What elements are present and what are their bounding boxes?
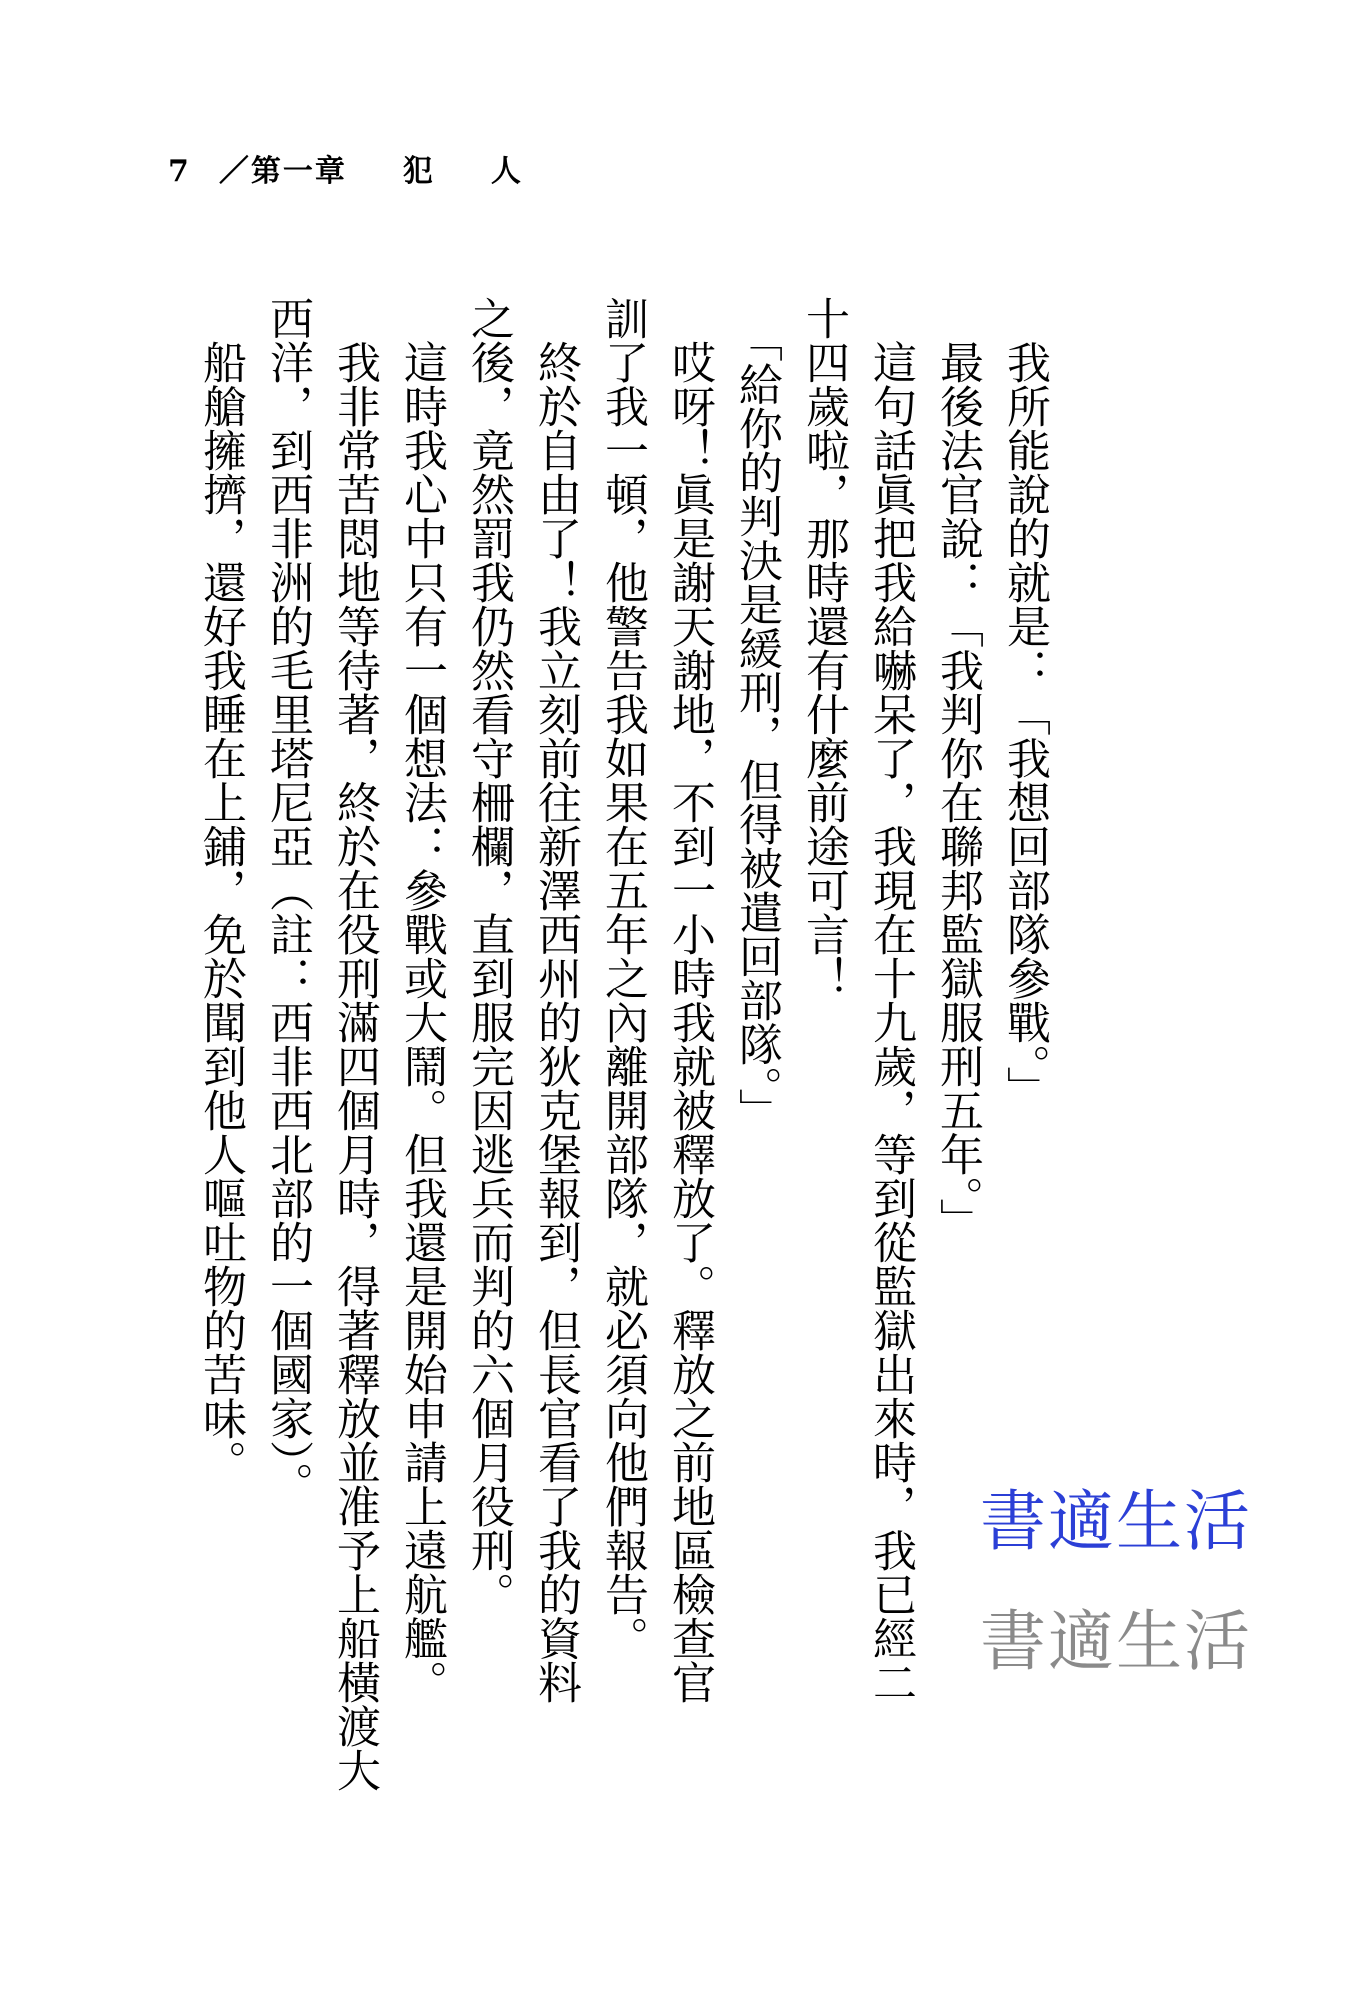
text-column: 終於自由了！我立刻前往新澤西州的狄克堡報到，但長官看了我的資料 [530,296,581,1704]
text-column: 「給你的判決是緩刑，但得被遣回部隊。」 [731,296,782,1132]
watermark-blue: 書適生活 [980,1483,1252,1560]
watermark-gray: 書適生活 [980,1603,1252,1680]
text-column: 之後，竟然罰我仍然看守柵欄，直到服完因逃兵而判的六個月役刑。 [463,296,514,1616]
text-column: 我非常苦悶地等待著，終於在役刑滿四個月時，得著釋放並准予上船橫渡大 [329,296,380,1792]
text-column: 十四歲啦，那時還有什麼前途可言！ [798,296,849,1000]
text-column: 訓了我一頓，他警告我如果在五年之內離開部隊，就必須向他們報告。 [597,296,648,1660]
text-column: 這時我心中只有一個想法：參戰或大鬧。但我還是開始申請上遠航艦。 [396,296,447,1704]
chapter-label: 第一章 [250,154,347,189]
text-column: 我所能說的就是：「我想回部隊參戰。」 [999,296,1050,1110]
page-number: 7 [168,154,191,189]
running-header [168,146,523,190]
text-column: 西洋，到西非洲的毛里塔尼亞（註：西非西北部的一個國家）。 [262,296,313,1506]
text-column: 哎呀！眞是謝天謝地，不到一小時我就被釋放了。釋放之前地區檢查官 [664,296,715,1704]
text-column: 船艙擁擠，還好我睡在上鋪，免於聞到他人嘔吐物的苦味。 [195,296,246,1484]
text-column: 這句話眞把我給嚇呆了，我現在十九歲，等到從監獄出來時，我已經二 [865,296,916,1704]
vertical-body-text [187,296,1058,1796]
chapter-title-first: 犯 [402,154,435,189]
text-column: 最後法官說：「我判你在聯邦監獄服刑五年。」 [932,296,983,1242]
header-slash: ／ [218,154,251,189]
chapter-title-second: 人 [490,154,523,189]
